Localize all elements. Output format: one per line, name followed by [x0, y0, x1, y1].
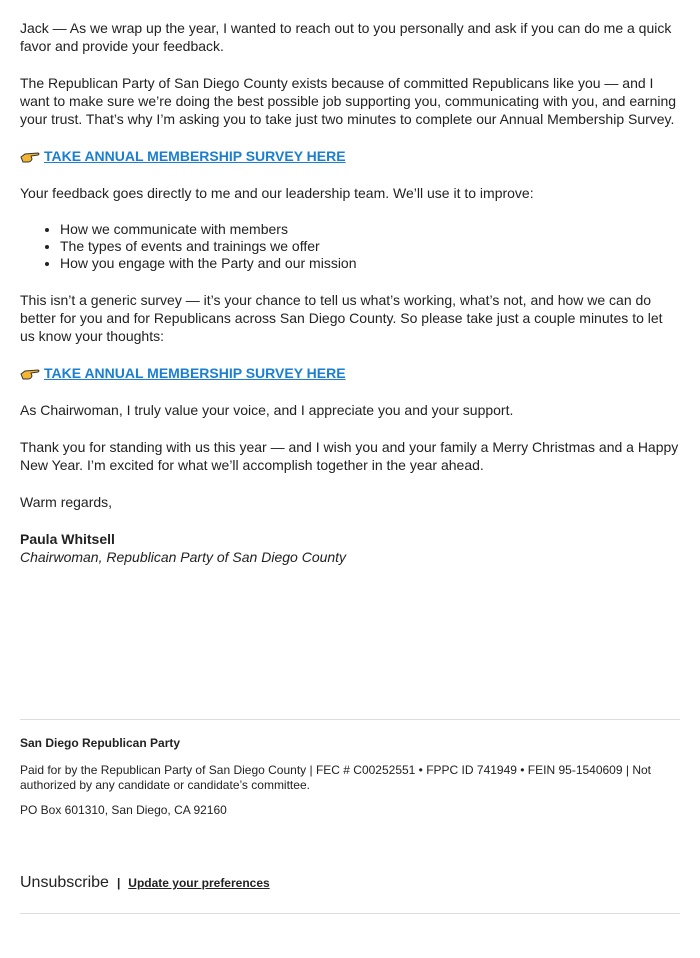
pointing-hand-icon [20, 366, 40, 380]
footer [20, 736, 680, 891]
purpose-paragraph: The Republican Party of San Diego County exists because of committed Republicans like you — and I want to make sure we’re doing the best possible job supporting you, communicating with you, and earning your trust. That’s why I’m asking you to take just two minutes to complete our Annual Membership Survey. [20, 75, 677, 127]
pointing-hand-icon [20, 149, 40, 163]
unsubscribe-link[interactable]: Unsubscribe [20, 874, 109, 891]
survey-cta-1 [20, 147, 680, 165]
list-item: • The types of events and trainings we offer [60, 238, 680, 255]
improvement-list [20, 221, 680, 272]
survey-cta-2 [20, 364, 680, 382]
footer-address: PO Box 601310, San Diego, CA 92160 [20, 803, 227, 817]
closing: Warm regards, [20, 494, 113, 510]
bottom-divider [20, 913, 680, 914]
feedback-paragraph: Your feedback goes directly to me and our leadership team. We’ll use it to improve: [20, 185, 534, 201]
signature-title: Chairwoman, Republican Party of San Diego County [20, 549, 347, 565]
update-preferences-link[interactable]: Update your preferences [128, 876, 270, 890]
separator: | [116, 876, 121, 890]
survey-link[interactable]: TAKE ANNUAL MEMBERSHIP SURVEY HERE [44, 148, 346, 164]
list-item: • How you engage with the Party and our mission [60, 255, 680, 272]
survey-link[interactable]: TAKE ANNUAL MEMBERSHIP SURVEY HERE [44, 365, 346, 381]
signature-name: Paula Whitsell [20, 531, 115, 547]
footer-divider [20, 719, 680, 720]
intro-paragraph: Jack — As we wrap up the year, I wanted to reach out to you personally and ask if you can do me a quick favor and provide your feedback. [20, 20, 672, 54]
footer-org: San Diego Republican Party [20, 736, 181, 750]
footer-disclaimer: Paid for by the Republican Party of San Diego County | FEC # C00252551 • FPPC ID 741949 • FEIN 95-1540609 | Not authorized by any candidate or candidate’s committee. [20, 763, 651, 792]
value-paragraph: As Chairwoman, I truly value your voice, and I appreciate you and your support. [20, 402, 514, 418]
thanks-paragraph: Thank you for standing with us this year — and I wish you and your family a Merry Christmas and a Happy New Year. I’m excited for what we’ll accomplish together in the year ahead. [20, 439, 679, 473]
survey-paragraph: This isn’t a generic survey — it’s your chance to tell us what’s working, what’s not, and how we can do better for you and for Republicans across San Diego County. So please take just a couple minutes to let us know your thoughts: [20, 292, 663, 344]
list-item: • How we communicate with members [60, 221, 680, 238]
